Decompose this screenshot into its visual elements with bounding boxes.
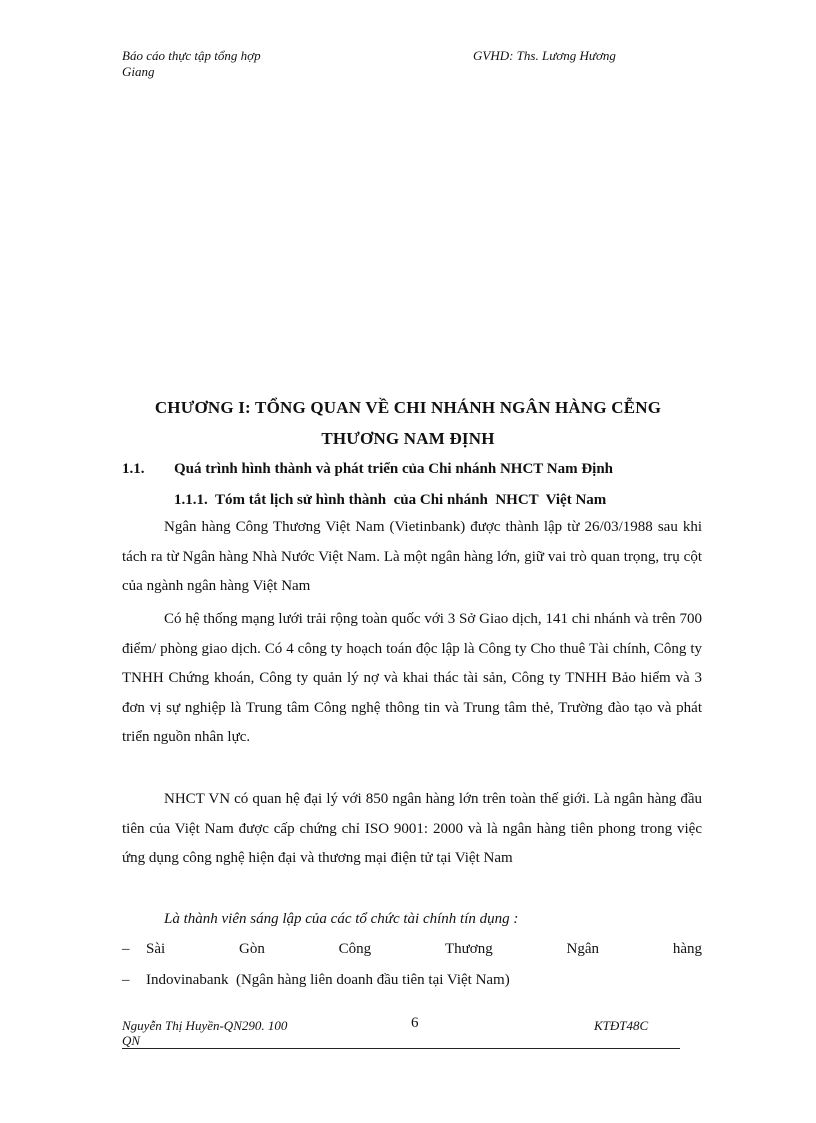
chapter-title-line2: THƯƠNG NAM ĐỊNH: [321, 429, 495, 448]
bullet-word: Thương: [444, 941, 493, 957]
footer-author: [122, 1018, 287, 1048]
section-number: 1.1.: [122, 461, 145, 477]
bullet-word: Gòn: [238, 941, 265, 957]
footer-rule: [122, 1048, 680, 1049]
subsection-title: 1.1.1. Tóm tắt lịch sử hình thành của Chi nhánh NHCT Việt Nam: [174, 492, 607, 508]
section-title: Quá trình hình thành và phát triển của Chi nhánh NHCT Nam Định: [174, 461, 614, 477]
bullet-dash-1: –: [122, 941, 130, 957]
footer-author-line1: Nguyễn Thị Huyền-QN290. 100: [122, 1018, 288, 1033]
paragraph-1: Ngân hàng Công Thương Việt Nam (Vietinbank) được thành lập từ 26/03/1988 sau khi tách ra từ Ngân hàng Nhà Nước Việt Nam. Là một ngân hàng lớn, giữ vai trò quan trọng, trụ cột của ngành ngân hàng Việt Nam: [122, 519, 702, 595]
footer-class-code: KTĐT48C: [594, 1018, 649, 1033]
italic-intro-line: Là thành viên sáng lập của các tổ chức tài chính tín dụng :: [164, 911, 519, 927]
bullet-word: Công: [338, 941, 372, 957]
bullet-item-1: [146, 935, 702, 965]
paragraph-2: Có hệ thống mạng lưới trải rộng toàn quốc với 3 Sở Giao dịch, 141 chi nhánh và trên 700 điểm/ phòng giao dịch. Có 4 công ty hoạch toán độc lập là Công ty Cho thuê Tài chính, Công ty TNHH Chứng khoán, Công ty quản lý nợ và khai thác tài sản, Công ty TNHH Bảo hiểm và 3 đơn vị sự nghiệp là Trung tâm Công nghệ thông tin và Trung tâm thẻ, Trường đào tạo và phát triển nguồn nhân lực.: [122, 611, 702, 746]
page-number: 6: [411, 1015, 419, 1031]
header-supervisor: GVHD: Ths. Lương Hương: [473, 48, 616, 63]
chapter-title-line1: CHƯƠNG I: TỔNG QUAN VỀ CHI NHÁNH NGÂN HÀNG CỄNG: [154, 398, 662, 417]
bullet-dash-2: –: [122, 972, 130, 988]
bullet-word: Ngân: [566, 941, 600, 957]
header-report-title: Báo cáo thực tập tổng hợp: [122, 48, 261, 63]
header-left: [122, 48, 261, 80]
header-report-title-cont: Giang: [122, 64, 155, 79]
paragraph-3: NHCT VN có quan hệ đại lý với 850 ngân hàng lớn trên toàn thế giới. Là ngân hàng đầu tiên của Việt Nam được cấp chứng chỉ ISO 9001: 2000 và là ngân hàng tiên phong trong việc ứng dụng công nghệ hiện đại và thương mại điện tử tại Việt Nam: [122, 791, 702, 867]
footer-author-line2: QN: [122, 1033, 141, 1048]
bullet-word: hàng: [672, 941, 702, 957]
bullet-item-2: Indovinabank (Ngân hàng liên doanh đầu tiên tại Việt Nam): [146, 972, 510, 988]
bullet-word: Sài: [146, 941, 166, 957]
